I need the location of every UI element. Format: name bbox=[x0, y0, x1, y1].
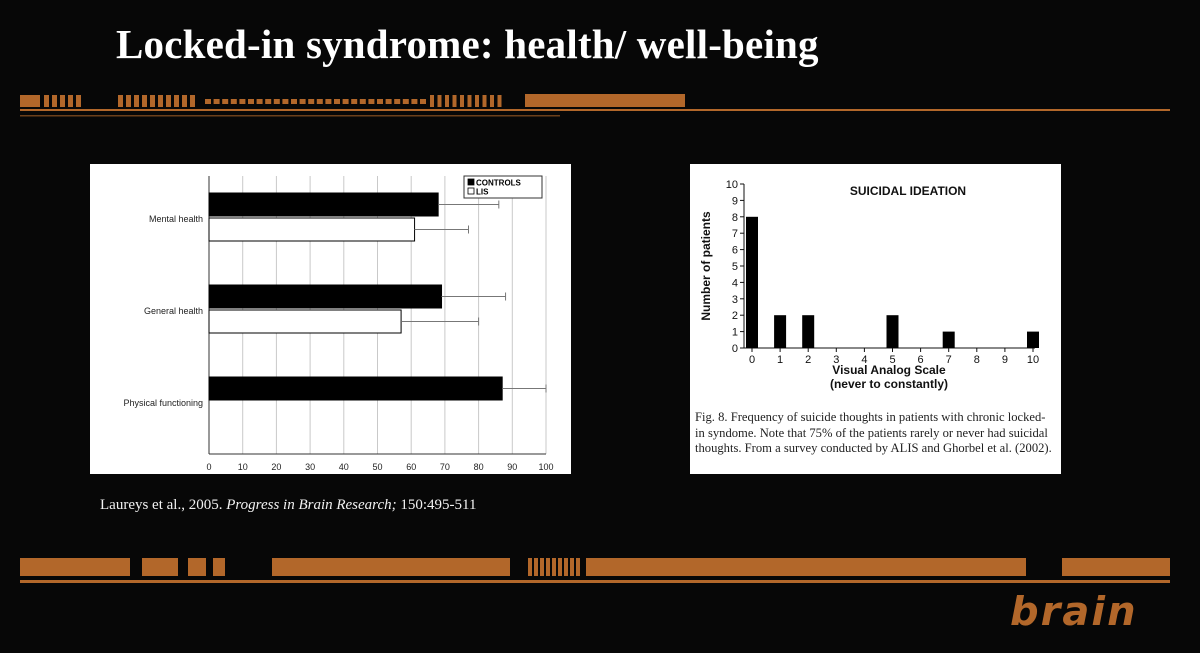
x-tick-label: 40 bbox=[338, 462, 349, 472]
bar bbox=[209, 377, 502, 400]
stripe bbox=[300, 99, 306, 104]
stripe bbox=[368, 99, 374, 104]
x-tick-label: 50 bbox=[372, 462, 383, 472]
suicidal-ideation-chart bbox=[690, 164, 1061, 404]
stripe bbox=[445, 95, 449, 107]
x-tick-label: 60 bbox=[406, 462, 417, 472]
bar bbox=[209, 193, 438, 216]
x-tick-label: 10 bbox=[1026, 354, 1040, 366]
figure-caption: Fig. 8. Frequency of suicide thoughts in patients with chronic locked-in syndome. Note that 75% of the patients rarely or never had suicidal thoughts. From a survey conducted by ALIS and Ghorbel et al. (2002). bbox=[695, 410, 1052, 455]
x-tick-label: 7 bbox=[945, 354, 952, 366]
stripe bbox=[222, 99, 228, 104]
stripe bbox=[142, 558, 178, 576]
y-tick-label: 6 bbox=[731, 244, 738, 257]
legend-label: CONTROLS bbox=[476, 178, 521, 188]
x-tick-label: 0 bbox=[748, 354, 756, 366]
x-tick-label: 5 bbox=[889, 354, 896, 366]
stripe bbox=[213, 558, 225, 576]
suicidal-chart-panel bbox=[690, 164, 1061, 474]
stripe bbox=[272, 558, 510, 576]
stripe bbox=[76, 95, 81, 107]
stripe bbox=[546, 558, 550, 576]
x-tick-label: 6 bbox=[917, 354, 924, 366]
x-tick-label: 100 bbox=[538, 462, 554, 472]
stripe bbox=[558, 558, 562, 576]
x-tick-label: 2 bbox=[805, 354, 812, 366]
stripe bbox=[60, 95, 65, 107]
stripe bbox=[343, 99, 349, 104]
x-tick-label: 20 bbox=[271, 462, 282, 472]
stripe-line bbox=[20, 580, 1170, 583]
stripe bbox=[248, 99, 254, 104]
stripe bbox=[44, 95, 49, 107]
stripe bbox=[460, 95, 464, 107]
stripe bbox=[142, 95, 147, 107]
legend bbox=[464, 176, 542, 198]
stripe bbox=[564, 558, 568, 576]
y-tick-label: 9 bbox=[731, 195, 738, 208]
citation-journal: Progress in Brain Research; bbox=[226, 497, 397, 513]
y-tick-label: 1 bbox=[731, 326, 738, 339]
citation-pages: 150:495-511 bbox=[396, 497, 477, 513]
stripe bbox=[334, 99, 340, 104]
stripe-line bbox=[20, 109, 1170, 111]
stripe bbox=[475, 95, 479, 107]
bar bbox=[209, 218, 415, 241]
health-bar-chart bbox=[90, 164, 571, 474]
category-label: Mental health bbox=[148, 214, 203, 224]
stripe bbox=[453, 95, 457, 107]
x-axis-label-secondary: (never to constantly) bbox=[829, 377, 949, 391]
x-tick-label: 30 bbox=[305, 462, 316, 472]
stripe bbox=[257, 99, 263, 104]
stripe bbox=[403, 99, 409, 104]
stripe bbox=[134, 95, 139, 107]
stripe bbox=[182, 95, 187, 107]
bar bbox=[943, 332, 955, 348]
x-tick-label: 3 bbox=[833, 354, 840, 366]
stripe bbox=[274, 99, 280, 104]
slide-title: Locked-in syndrome: health/ well-being bbox=[116, 21, 819, 67]
stripe bbox=[528, 558, 532, 576]
y-tick-label: 10 bbox=[725, 179, 738, 191]
y-tick-label: 3 bbox=[731, 293, 738, 306]
bar bbox=[746, 217, 758, 348]
x-tick-label: 80 bbox=[473, 462, 484, 472]
stripe-line bbox=[20, 115, 560, 117]
stripe bbox=[190, 95, 195, 107]
category-label: Physical functioning bbox=[123, 398, 203, 408]
stripe bbox=[576, 558, 580, 576]
stripe bbox=[20, 95, 40, 107]
legend-swatch bbox=[468, 179, 474, 185]
stripe bbox=[468, 95, 472, 107]
stripe bbox=[150, 95, 155, 107]
x-tick-label: 90 bbox=[507, 462, 518, 472]
x-tick-label: 1 bbox=[777, 354, 784, 366]
stripe bbox=[188, 558, 206, 576]
bar bbox=[887, 315, 899, 348]
bar bbox=[774, 315, 786, 348]
citation bbox=[100, 497, 476, 514]
brain-logo-text: brain bbox=[1010, 595, 1138, 631]
stripe bbox=[265, 99, 271, 104]
stripe bbox=[205, 99, 211, 104]
health-chart-panel bbox=[90, 164, 571, 474]
stripe bbox=[540, 558, 544, 576]
legend-label: LIS bbox=[476, 187, 489, 197]
x-tick-label: 8 bbox=[973, 354, 980, 366]
stripe bbox=[325, 99, 331, 104]
stripe bbox=[420, 99, 426, 104]
stripe bbox=[438, 95, 442, 107]
stripe bbox=[308, 99, 314, 104]
stripe bbox=[534, 558, 538, 576]
stripe bbox=[174, 95, 179, 107]
stripe bbox=[282, 99, 288, 104]
stripe bbox=[166, 95, 171, 107]
category-label: General health bbox=[143, 306, 203, 316]
stripe bbox=[118, 95, 123, 107]
stripe bbox=[525, 94, 685, 107]
y-tick-label: 2 bbox=[731, 310, 738, 323]
stripe bbox=[586, 558, 1026, 576]
x-axis-label: Visual Analog Scale bbox=[832, 363, 946, 377]
stripe bbox=[570, 558, 574, 576]
stripe bbox=[360, 99, 366, 104]
stripe bbox=[126, 95, 131, 107]
stripe bbox=[239, 99, 245, 104]
stripe bbox=[317, 99, 323, 104]
stripe bbox=[231, 99, 237, 104]
bar bbox=[1027, 332, 1039, 348]
y-tick-label: 7 bbox=[731, 228, 738, 241]
x-tick-label: 70 bbox=[439, 462, 450, 472]
bar bbox=[209, 285, 442, 308]
stripe bbox=[394, 99, 400, 104]
stripe bbox=[52, 95, 57, 107]
stripe bbox=[430, 95, 434, 107]
stripe bbox=[1062, 558, 1170, 576]
bar bbox=[802, 315, 814, 348]
stripe bbox=[386, 99, 392, 104]
stripe bbox=[483, 95, 487, 107]
stripe bbox=[490, 95, 494, 107]
stripe bbox=[291, 99, 297, 104]
stripe bbox=[68, 95, 73, 107]
y-tick-label: 8 bbox=[731, 211, 738, 224]
brain-logo bbox=[1010, 595, 1170, 631]
chart-title: SUICIDAL IDEATION bbox=[849, 184, 967, 198]
stripe bbox=[214, 99, 220, 104]
x-tick-label: 4 bbox=[861, 354, 868, 366]
stripe bbox=[20, 558, 130, 576]
x-tick-label: 0 bbox=[206, 462, 212, 472]
stripe bbox=[552, 558, 556, 576]
stripe bbox=[498, 95, 502, 107]
y-tick-label: 5 bbox=[731, 261, 738, 273]
stripe bbox=[158, 95, 163, 107]
x-tick-label: 9 bbox=[1001, 354, 1008, 366]
legend-swatch bbox=[468, 188, 474, 194]
bar bbox=[209, 310, 401, 333]
x-tick-label: 10 bbox=[237, 462, 248, 472]
y-axis-label: Number of patients bbox=[699, 211, 713, 321]
stripe bbox=[351, 99, 357, 104]
y-tick-label: 4 bbox=[731, 277, 738, 290]
citation-authors: Laureys et al., 2005. bbox=[100, 497, 227, 513]
stripe bbox=[377, 99, 383, 104]
stripe bbox=[411, 99, 417, 104]
y-tick-label: 0 bbox=[731, 343, 738, 355]
